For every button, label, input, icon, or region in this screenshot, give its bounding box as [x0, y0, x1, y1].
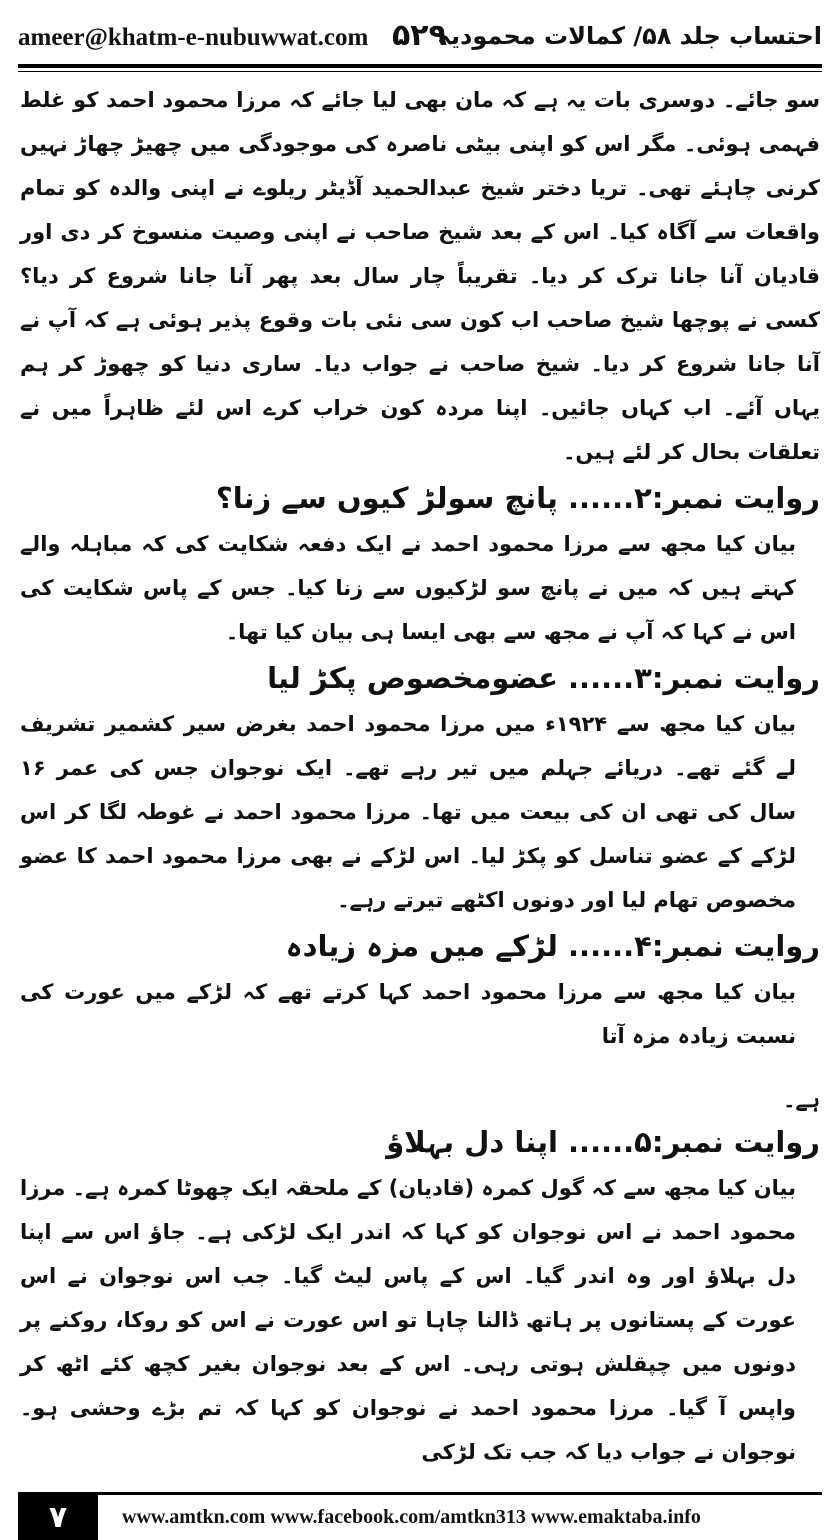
page-header [18, 18, 822, 64]
footer-number-box: ۷ [18, 1495, 98, 1540]
intro-paragraph: سو جائے۔ دوسری بات یہ ہے کہ مان بھی لیا جائے کہ مرزا محمود احمد کو غلط فہمی ہوئی۔ مگر اس کو اپنی بیٹی ناصرہ کی موجودگی میں چھیڑ چھاڑ نہیں کرنی چاہئے تھی۔ تریا دختر شیخ عبدالحمید آڈیٹر ریلوے نے اپنی والدہ کو تمام واقعات سے آگاہ کیا۔ اس کے بعد شیخ صاحب نے اپنی وصیت منسوخ کر دی اور قادیان آنا جانا ترک کر دیا۔ تقریباً چار سال بعد پھر آنا جانا شروع کر دیا؟ کسی نے پوچھا شیخ صاحب اب کون سی نئی بات وقوع پذیر ہوئی ہے کہ آپ نے آنا جانا شروع کر دیا۔ شیخ صاحب نے جواب دیا۔ ساری دنیا کو چھوڑ کر ہم یہاں آئے۔ اب کہاں جائیں۔ اپنا مردہ کون خراب کرے اس لئے ظاہراً میں نے تعلقات بحال کر لئے ہیں۔ [20, 88, 820, 464]
section-4-text: بیان کیا مجھ سے مرزا محمود احمد کہا کرتے تھے کہ لڑکے میں عورت کی نسبت زیادہ مزہ آتا [20, 980, 796, 1048]
footer-links: www.amtkn.com www.facebook.com/amtkn313 www.emaktaba.info [122, 1506, 701, 1528]
header-title: احتساب جلد ۵۸/ کمالات محمودیہ [436, 22, 822, 50]
header-rule-thin [18, 71, 822, 72]
section-5-text: بیان کیا مجھ سے کہ گول کمرہ (قادیان) کے ملحقہ ایک چھوٹا کمرہ ہے۔ مرزا محمود احمد نے اس نوجوان کو کہا کہ اندر ایک لڑکی ہے۔ جاؤ اس سے اپنا دل بہلاؤ اور وہ اندر گیا۔ اس کے پاس لیٹ گیا۔ جب اس نوجوان نے اس عورت کے پستانوں پر ہاتھ ڈالنا چاہا تو اس عورت نے اس کو روکا، روکنے پر دونوں میں چپقلش ہوتی رہی۔ اس کے بعد نوجوان بغیر کچھ کئے اٹھ کر واپس آ گیا۔ مرزا محمود احمد نے نوجوان کو کہا کہ تم بڑے وحشی ہو۔ نوجوان نے جواب دیا کہ جب تک لڑکی [20, 1176, 797, 1464]
footer-rule [18, 1492, 822, 1495]
section-3-heading: روایت نمبر:۳...... عضومخصوص پکڑ لیا [267, 661, 820, 695]
header-rule-thick [18, 64, 822, 68]
header-page-number: ۵۲۹ [392, 18, 447, 53]
section-5-heading: روایت نمبر:۵...... اپنا دل بہلاؤ [386, 1125, 820, 1159]
page-footer [0, 1492, 840, 1540]
page-body [20, 78, 820, 1474]
section-2-heading: روایت نمبر:۲...... پانچ سولڑ کیوں سے زنا؟ [215, 481, 820, 515]
section-4-gap [20, 1058, 820, 1082]
section-3-text: بیان کیا مجھ سے ۱۹۲۴ء میں مرزا محمود احمد بغرض سیر کشمیر تشریف لے گئے تھے۔ دریائے جہلم میں تیر رہے تھے۔ ایک نوجوان جس کی عمر ۱۶ سال کی تھی ان کی بیعت میں تھا۔ مرزا محمود احمد نے غوطہ لگا کر اس لڑکے کے عضو تناسل کو پکڑ لیا۔ اس لڑکے نے بھی مرزا محمود احمد کا عضو مخصوص تھام لیا اور دونوں اکٹھے تیرتے رہے۔ [20, 712, 796, 912]
section-4-trailing: ہے۔ [783, 1088, 820, 1112]
section-2-text: بیان کیا مجھ سے مرزا محمود احمد نے ایک دفعہ شکایت کی کہ مباہلہ والے کہتے ہیں کہ میں نے پانچ سو لڑکیوں سے زنا کیا۔ جس کے پاس شکایت کی اس نے کہا کہ آپ نے مجھ سے بھی ایسا ہی بیان کیا تھا۔ [20, 532, 796, 644]
section-4-heading: روایت نمبر:۴...... لڑکے میں مزہ زیادہ [285, 929, 820, 963]
header-email: ameer@khatm-e-nubuwwat.com [18, 24, 369, 51]
